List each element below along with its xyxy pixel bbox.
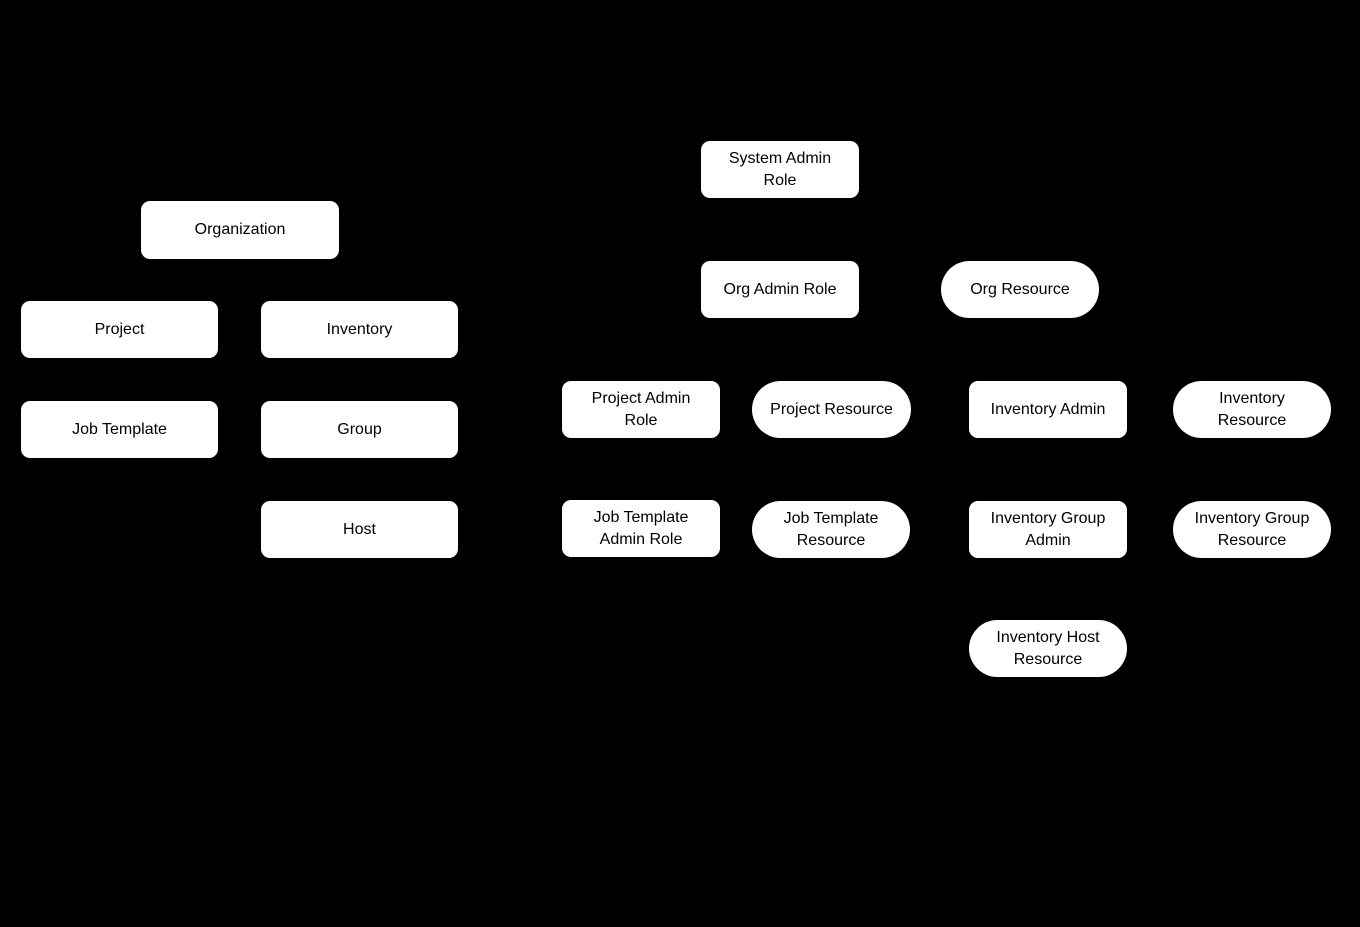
node-label [752,399,911,420]
node-job-template-resource [752,501,910,558]
node-label-line: Inventory Group [1194,510,1310,528]
node-label-line: Inventory Admin [990,400,1106,418]
node-label-line: Org Admin Role [723,280,837,298]
node-label-line: Org Resource [970,280,1070,298]
node-label-line: Admin Role [599,530,683,548]
node-project-admin-role [562,381,720,438]
node-inventory-group-admin [969,501,1127,558]
node-label-line: Resource [796,531,866,549]
node-host [261,501,458,558]
node-label [701,279,859,300]
node-label-line: Inventory Group [990,510,1106,528]
node-label [21,419,218,440]
node-label [969,627,1127,669]
node-label-line: Project Resource [770,400,893,418]
node-label-line: Job Template [783,510,879,528]
node-label [1173,388,1331,430]
node-project-resource [752,381,911,438]
node-label-line: Resource [1217,411,1287,429]
node-inventory-admin [969,381,1127,438]
node-label-line: Inventory Host [996,629,1100,647]
node-label-line: Project [94,320,145,338]
node-label [969,399,1127,420]
node-inventory-group-resource [1173,501,1331,558]
node-label-line: Resource [1217,531,1287,549]
node-label-line: Inventory [1219,390,1285,408]
node-label [752,508,910,550]
node-job-template [21,401,218,458]
node-label-line: Host [343,520,376,538]
node-label-line: Role [763,171,797,189]
node-label-line: System Admin [728,150,832,168]
node-label [261,419,458,440]
node-job-template-admin-role [562,500,720,557]
node-label-line: Project Admin [591,390,691,408]
node-label-line: Inventory [326,320,393,338]
node-project [21,301,218,358]
node-org-resource [941,261,1099,318]
node-label [941,279,1099,300]
node-label-line: Group [337,420,382,438]
node-label-line: Job Template [593,509,689,527]
node-label [21,319,218,340]
node-org-admin-role [701,261,859,318]
node-label [1173,508,1331,550]
node-system-admin-role [701,141,859,198]
node-organization [141,201,339,259]
node-label [562,507,720,549]
node-label-line: Role [624,411,658,429]
node-inventory-host-resource [969,620,1127,677]
node-label-line: Organization [194,221,286,239]
node-label-line: Admin [1025,531,1071,549]
node-inventory [261,301,458,358]
node-label [562,388,720,430]
node-label [261,319,458,340]
node-label-line: Job Template [72,420,167,438]
node-label [261,519,458,540]
node-inventory-resource [1173,381,1331,438]
node-group [261,401,458,458]
node-label [969,508,1127,550]
node-label [701,148,859,190]
node-label [141,219,339,240]
node-label-line: Resource [1013,650,1083,668]
